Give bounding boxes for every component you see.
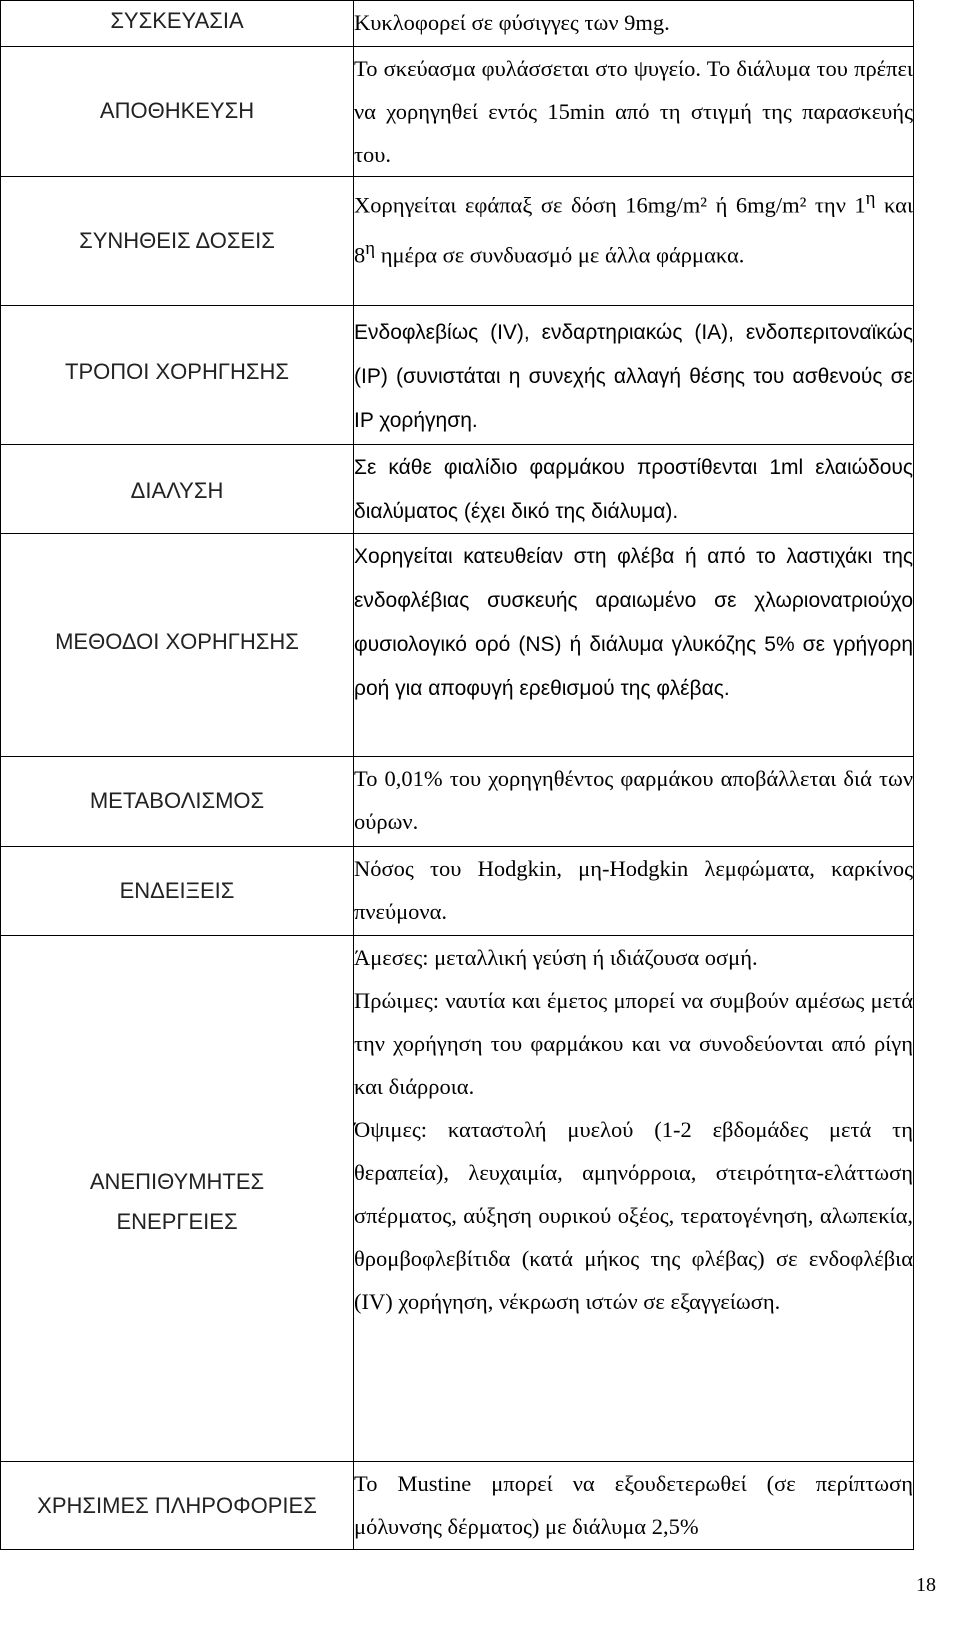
doses-text-b: και 8 (354, 192, 913, 267)
row-label-indications: ΕΝΔΕΙΞΕΙΣ (1, 847, 354, 936)
table-row (1, 757, 914, 847)
methods-text: Χορηγείται κατευθείαν στη φλέβα ή από το λαστιχάκι της ενδοφλέβιας συσκευής αραιωμένο σε χλωριονατριούχο φυσιολογικό ορό (NS) ή διάλυμα γλυκόζης 5% σε γρήγορη ροή για αποφυγή ερεθισμού της φλέβας. (354, 545, 913, 700)
row-label-packaging: ΣΥΣΚΕΥΑΣΙΑ (1, 1, 354, 47)
table-row (1, 847, 914, 936)
row-content-methods (354, 534, 914, 757)
row-label-metabolism: ΜΕΤΑΒΟΛΙΣΜΟΣ (1, 757, 354, 847)
table-row (1, 1, 914, 47)
row-content-routes (354, 306, 914, 445)
adverse-late: Όψιμες: καταστολή μυελού (1-2 εβδομάδες μετά τη θεραπεία), λευχαιμία, αμηνόρροια, στειρότητα-ελάττωση σπέρματος, αύξηση ουρικού οξέος, τερατογένηση, αλωπεκία, θρομβοφλεβίτιδα (κατά μήκος της φλέβας) σε ενδοφλέβια (IV) χορήγηση, νέκρωση ιστών σε εξαγγείωση. (354, 1117, 913, 1314)
row-label-useful-info: ΧΡΗΣΙΜΕΣ ΠΛΗΡΟΦΟΡΙΕΣ (1, 1462, 354, 1550)
row-label-routes: ΤΡΟΠΟΙ ΧΟΡΗΓΗΣΗΣ (1, 306, 354, 445)
doses-text-a: Χορηγείται εφάπαξ σε δόση 16mg/m² ή 6mg/m² την 1 (354, 192, 866, 218)
row-content-metabolism: Το 0,01% του χορηγηθέντος φαρμάκου αποβάλλεται διά των ούρων. (354, 757, 914, 847)
row-label-adverse: ΑΝΕΠΙΘΥΜΗΤΕΣ ΕΝΕΡΓΕΙΕΣ (1, 936, 354, 1462)
ordinal-superscript: η (365, 237, 376, 259)
table-row (1, 445, 914, 534)
row-label-storage: ΑΠΟΘΗΚΕΥΣΗ (1, 47, 354, 177)
row-content-storage: Το σκεύασμα φυλάσσεται στο ψυγείο. Το διάλυμα του πρέπει να χορηγηθεί εντός 15min από τη στιγμή της παρασκευής του. (354, 47, 914, 177)
table-row (1, 534, 914, 757)
table-row (1, 936, 914, 1462)
table-row (1, 306, 914, 445)
adverse-immediate: Άμεσες: μεταλλική γεύση ή ιδιάζουσα οσμή. (354, 945, 758, 970)
row-label-methods: ΜΕΘΟΔΟΙ ΧΟΡΗΓΗΣΗΣ (1, 534, 354, 757)
table-row (1, 47, 914, 177)
row-content-doses (354, 177, 914, 306)
row-content-dilution (354, 445, 914, 534)
page-number: 18 (916, 1574, 936, 1596)
ordinal-superscript: η (865, 188, 876, 209)
dilution-text: Σε κάθε φιαλίδιο φαρμάκου προστίθενται 1ml ελαιώδους διαλύματος (έχει δικό της διάλυμα). (354, 456, 913, 523)
row-content-indications: Νόσος του Hodgkin, μη-Hodgkin λεμφώματα, καρκίνος πνεύμονα. (354, 847, 914, 936)
row-label-dilution: ΔΙΑΛΥΣΗ (1, 445, 354, 534)
row-label-doses: ΣΥΝΗΘΕΙΣ ΔΟΣΕΙΣ (1, 177, 354, 306)
doses-text-c: ημέρα σε συνδυασμό με άλλα φάρμακα. (375, 242, 745, 267)
adverse-early: Πρώιμες: ναυτία και έμετος μπορεί να συμβούν αμέσως μετά την χορήγηση του φαρμάκου και να συνοδεύονται από ρίγη και διάρροια. (354, 988, 913, 1099)
row-content-useful-info: Το Mustine μπορεί να εξουδετερωθεί (σε περίπτωση μόλυνσης δέρματος) με διάλυμα 2,5% (354, 1462, 914, 1550)
table-row (1, 177, 914, 306)
row-content-adverse (354, 936, 914, 1462)
table-row (1, 1462, 914, 1550)
row-content-packaging: Κυκλοφορεί σε φύσιγγες των 9mg. (354, 1, 914, 47)
routes-text: Ενδοφλεβίως (IV), ενδαρτηριακώς (IA), ενδοπεριτοναϊκώς (IP) (συνιστάται η συνεχής αλλαγή θέσης του ασθενούς σε IP χορήγηση. (354, 321, 913, 432)
